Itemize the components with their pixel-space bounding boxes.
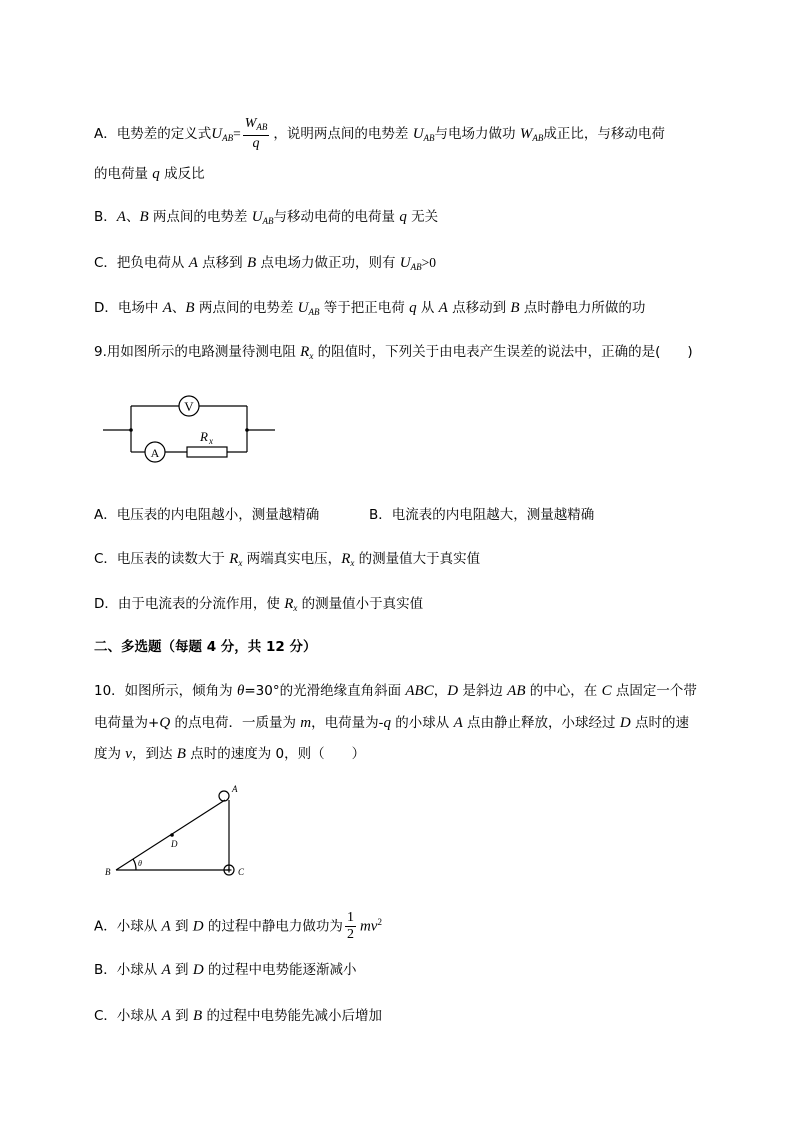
var-a: A bbox=[116, 209, 126, 225]
question-9-option-a bbox=[94, 505, 319, 525]
formula-equals: = bbox=[233, 126, 241, 141]
q9-option-d-end: 的测量值小于真实值 bbox=[297, 596, 424, 612]
var-v: v bbox=[125, 746, 132, 762]
var-theta: θ bbox=[236, 683, 245, 699]
option-b-text: 两点间的电势差 bbox=[148, 209, 252, 225]
option-a-line2-end: 成反比 bbox=[159, 166, 205, 182]
var-u-sub: AB bbox=[308, 307, 320, 317]
option-b-label: B． bbox=[94, 209, 117, 225]
voltmeter-label: V bbox=[184, 399, 194, 414]
half-denominator: 2 bbox=[346, 927, 354, 942]
question-9-option-c bbox=[94, 549, 480, 573]
var-abc: ABC bbox=[405, 683, 434, 699]
var-b: B bbox=[185, 300, 195, 316]
q9-option-a-text: A．电压表的内电阻越小，测量越精确 bbox=[94, 507, 320, 523]
q10-option-b-text: B．小球从 bbox=[94, 962, 162, 978]
q10-text4: 是斜边 bbox=[458, 683, 508, 699]
q10-text2: =30°的光滑绝缘直角斜面 bbox=[244, 683, 406, 699]
var-a: A bbox=[161, 962, 171, 978]
resistor-label-sub: x bbox=[209, 436, 213, 446]
var-r-sub: x bbox=[350, 558, 355, 568]
question-10-option-b bbox=[94, 960, 356, 980]
var-b: B bbox=[176, 746, 186, 762]
option-a-text2: ，说明两点间的电势差 bbox=[273, 126, 413, 142]
ammeter-label: A bbox=[150, 446, 160, 460]
q10-option-a-text: A．小球从 bbox=[94, 918, 162, 935]
option-c-end: >0 bbox=[421, 255, 436, 270]
var-u: U bbox=[399, 255, 411, 271]
var-u-sub: AB bbox=[410, 262, 422, 272]
option-c-text2: 点移到 bbox=[197, 255, 247, 271]
formula-u-sub: AB bbox=[222, 133, 234, 143]
point-d bbox=[170, 833, 174, 837]
question-9 bbox=[94, 342, 693, 366]
var-r-sub: x bbox=[309, 351, 314, 361]
var-ab: AB bbox=[507, 683, 526, 699]
half-numerator: 1 bbox=[346, 910, 354, 925]
var-b: B bbox=[139, 209, 149, 225]
q9-option-c-text: C．电压表的读数大于 bbox=[94, 551, 230, 567]
q10-option-c-text: C．小球从 bbox=[94, 1008, 162, 1024]
label-b: B bbox=[105, 867, 111, 877]
q10-option-a-text2: 到 bbox=[170, 918, 193, 935]
option-b-end: 无关 bbox=[406, 209, 439, 225]
var-b: B bbox=[510, 300, 520, 316]
q10-text: 10．如图所示，倾角为 bbox=[94, 683, 237, 699]
var-d: D bbox=[447, 683, 459, 699]
q10-l2-text: 电荷量为+ bbox=[94, 715, 160, 731]
label-c: C bbox=[238, 867, 245, 877]
question-10-option-c bbox=[94, 1006, 382, 1026]
option-a-line2 bbox=[94, 164, 205, 184]
half-fraction bbox=[345, 910, 356, 943]
var-d: D bbox=[192, 918, 204, 935]
question-10-line3 bbox=[94, 744, 365, 764]
var-d: D bbox=[619, 715, 631, 731]
var-q: q bbox=[383, 715, 391, 731]
var-w: W bbox=[519, 126, 533, 142]
var-b: B bbox=[246, 255, 257, 271]
q10-option-b-text2: 到 bbox=[170, 962, 193, 978]
option-b-text2: 与移动电荷的电荷量 bbox=[273, 209, 400, 225]
var-big-q: Q bbox=[159, 715, 171, 731]
question-9-option-d bbox=[94, 594, 423, 618]
fraction-numerator-sub: AB bbox=[256, 122, 268, 132]
option-d bbox=[94, 298, 645, 322]
q10-l3-text2: ，到达 bbox=[131, 746, 177, 762]
question-10-option-a bbox=[94, 910, 382, 943]
junction-left bbox=[129, 428, 133, 432]
q10-l2-text4: 的小球从 bbox=[390, 715, 454, 731]
question-9-end: 的阻值时，下列关于由电表产生误差的说法中，正确的是( ) bbox=[313, 344, 693, 360]
incline-diagram bbox=[98, 780, 258, 880]
var-r-sub: x bbox=[238, 558, 243, 568]
var-d: D bbox=[192, 962, 204, 978]
q10-option-c-text2: 到 bbox=[170, 1008, 193, 1024]
q10-text5: 的中心，在 bbox=[525, 683, 602, 699]
q9-option-c-end: 的测量值大于真实值 bbox=[354, 551, 481, 567]
var-r: R bbox=[284, 596, 294, 612]
question-9-option-b bbox=[369, 505, 594, 525]
q10-text3: ， bbox=[433, 683, 448, 699]
option-b bbox=[94, 207, 438, 231]
option-d-text5: 点移动到 bbox=[447, 300, 511, 316]
q10-text6: 点固定一个带 bbox=[611, 683, 697, 699]
q10-l3-end: 点时的速度为 0，则（ ） bbox=[185, 746, 366, 762]
option-d-text2: 两点间的电势差 bbox=[194, 300, 298, 316]
var-c: C bbox=[601, 683, 612, 699]
var-a: A bbox=[188, 255, 198, 271]
var-u: U bbox=[412, 126, 424, 142]
option-d-text3: 等于把正电荷 bbox=[319, 300, 410, 316]
var-q: q bbox=[399, 209, 407, 225]
option-d-text: D．电场中 bbox=[94, 300, 163, 316]
var-a: A bbox=[453, 715, 463, 731]
option-d-text4: 从 bbox=[416, 300, 439, 316]
var-q: q bbox=[152, 166, 160, 182]
q9-option-d-text: D．由于电流表的分流作用，使 bbox=[94, 596, 285, 612]
option-c-text: C．把负电荷从 bbox=[94, 255, 189, 271]
option-c-text3: 点电场力做正功，则有 bbox=[256, 255, 400, 271]
question-9-text: 9.用如图所示的电路测量待测电阻 bbox=[94, 344, 301, 360]
resistor-label: R bbox=[200, 429, 208, 444]
q10-option-a-text3: 的过程中静电力做功为 bbox=[203, 918, 343, 935]
separator: 、 bbox=[125, 209, 140, 225]
var-r: R bbox=[341, 551, 351, 567]
option-a-text3: 与电场力做功 bbox=[434, 126, 520, 142]
q10-l2-text2: 的点电荷．一质量为 bbox=[170, 715, 301, 731]
var-a: A bbox=[162, 300, 172, 316]
var-u: U bbox=[297, 300, 309, 316]
var-u-sub: AB bbox=[423, 133, 435, 143]
var-a: A bbox=[161, 918, 171, 935]
question-10-line1 bbox=[94, 681, 697, 701]
fraction-numerator: W bbox=[244, 116, 257, 131]
q10-option-c-end: 的过程中电势能先减小后增加 bbox=[202, 1008, 382, 1024]
var-m: m bbox=[300, 715, 312, 731]
var-w-sub: AB bbox=[532, 133, 544, 143]
option-a-line1 bbox=[94, 116, 665, 152]
label-theta: θ bbox=[138, 859, 142, 868]
var-q: q bbox=[409, 300, 417, 316]
label-a: A bbox=[232, 784, 238, 794]
var-mv: mv bbox=[359, 918, 378, 935]
option-c bbox=[94, 253, 436, 277]
angle-arc bbox=[133, 859, 136, 870]
var-r-sub: x bbox=[293, 603, 298, 613]
option-a-text: A．电势差的定义式 bbox=[94, 126, 212, 142]
q10-l2-end: 点时的速 bbox=[630, 715, 689, 731]
q10-option-b-end: 的过程中电势能逐渐减小 bbox=[203, 962, 357, 978]
option-d-end: 点时静电力所做的功 bbox=[519, 300, 646, 316]
ball-at-a bbox=[219, 791, 229, 801]
separator: 、 bbox=[171, 300, 186, 316]
option-a-text4: 成正比，与移动电荷 bbox=[543, 126, 665, 142]
label-d: D bbox=[171, 839, 178, 849]
fraction-denominator: q bbox=[252, 136, 260, 151]
q10-l2-text3: ，电荷量为- bbox=[311, 715, 384, 731]
junction-right bbox=[245, 428, 249, 432]
formula-fraction bbox=[243, 116, 270, 152]
var-a: A bbox=[438, 300, 448, 316]
q9-option-c-text2: 两端真实电压， bbox=[242, 551, 342, 567]
section-2-title: 二、多选题（每题 4 分，共 12 分） bbox=[94, 639, 317, 655]
var-b: B bbox=[192, 1008, 203, 1024]
option-a-line2-text: 的电荷量 bbox=[94, 166, 153, 182]
var-a: A bbox=[161, 1008, 171, 1024]
section-2-heading bbox=[94, 637, 316, 657]
var-r: R bbox=[300, 344, 310, 360]
exponent-2: 2 bbox=[377, 917, 382, 927]
var-r: R bbox=[229, 551, 239, 567]
circuit-diagram bbox=[95, 390, 285, 470]
q10-l3-text: 度为 bbox=[94, 746, 126, 762]
q9-option-b-text: B．电流表的内电阻越大，测量越精确 bbox=[369, 507, 595, 523]
var-u-sub: AB bbox=[262, 216, 274, 226]
var-u: U bbox=[251, 209, 263, 225]
q10-l2-text5: 点由静止释放，小球经过 bbox=[462, 715, 620, 731]
question-10-line2 bbox=[94, 713, 689, 733]
formula-u: U bbox=[211, 126, 223, 142]
resistor bbox=[187, 447, 227, 457]
